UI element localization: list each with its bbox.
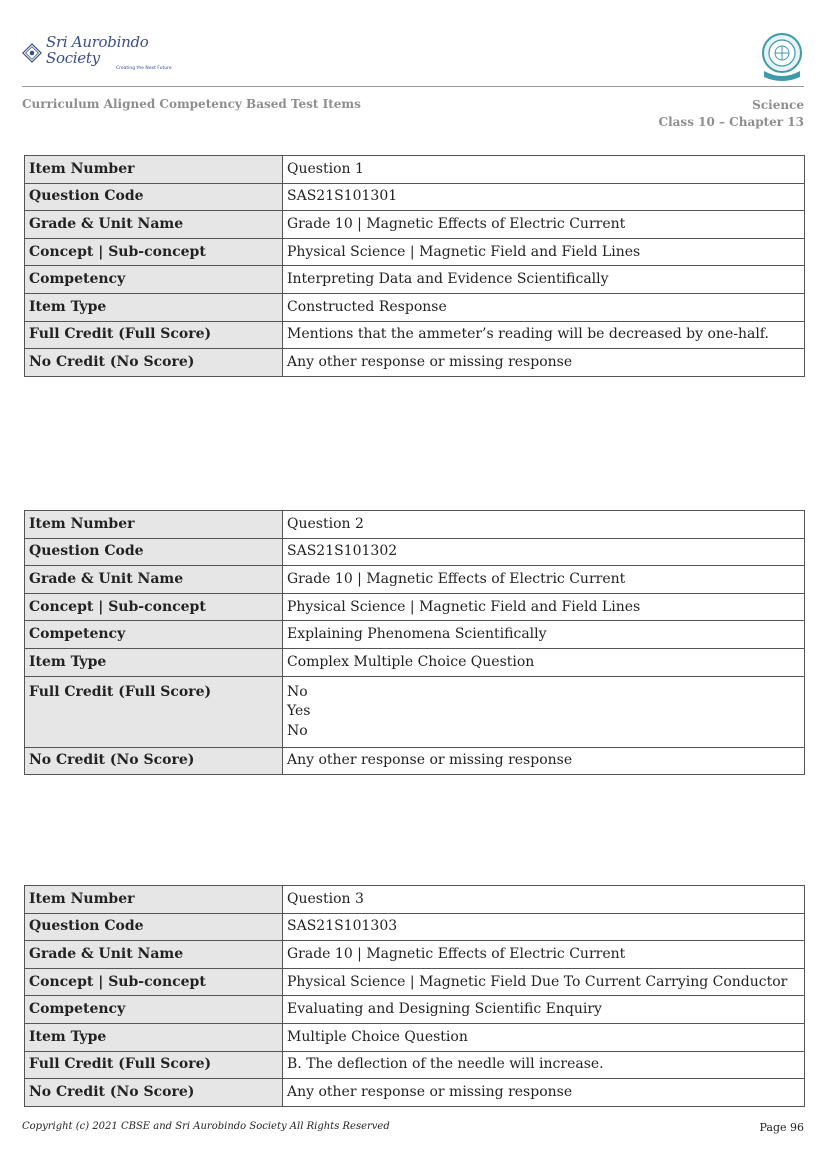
table-row	[25, 996, 805, 1024]
row-label: Item Number	[25, 156, 283, 184]
page-number: Page 96	[759, 1121, 804, 1134]
table-row	[25, 511, 805, 539]
table-row	[25, 941, 805, 969]
row-value: SAS21S101301	[283, 183, 805, 211]
table-row	[25, 321, 805, 349]
row-label: Full Credit (Full Score)	[25, 321, 283, 349]
row-label: Full Credit (Full Score)	[25, 676, 283, 747]
row-label: No Credit (No Score)	[25, 1079, 283, 1107]
row-label: Competency	[25, 621, 283, 649]
table-row	[25, 968, 805, 996]
table-row	[25, 1023, 805, 1051]
row-value: Question 3	[283, 886, 805, 914]
row-value	[283, 676, 805, 747]
subject-info	[659, 97, 804, 131]
row-value: Interpreting Data and Evidence Scientifically	[283, 266, 805, 294]
table-row	[25, 238, 805, 266]
row-label: Concept | Sub-concept	[25, 968, 283, 996]
row-label: Grade & Unit Name	[25, 566, 283, 594]
item-table-1	[24, 155, 805, 377]
table-row	[25, 648, 805, 676]
society-emblem-icon	[22, 42, 42, 64]
row-value: Any other response or missing response	[283, 1079, 805, 1107]
class-chapter-label: Class 10 – Chapter 13	[658, 115, 804, 129]
document-title: Curriculum Aligned Competency Based Test Items	[22, 97, 361, 111]
row-label: Item Type	[25, 648, 283, 676]
row-label: Question Code	[25, 183, 283, 211]
row-label: Concept | Sub-concept	[25, 238, 283, 266]
org-name: Sri Aurobindo Society	[45, 33, 149, 67]
answer-line: No	[287, 683, 308, 700]
item-table-2	[24, 510, 805, 775]
row-value: Complex Multiple Choice Question	[283, 648, 805, 676]
row-value: Explaining Phenomena Scientifically	[283, 621, 805, 649]
row-value: Grade 10 | Magnetic Effects of Electric Current	[283, 566, 805, 594]
row-label: Question Code	[25, 913, 283, 941]
row-value: Grade 10 | Magnetic Effects of Electric Current	[283, 211, 805, 239]
table-row	[25, 913, 805, 941]
row-value: SAS21S101303	[283, 913, 805, 941]
row-value: Multiple Choice Question	[283, 1023, 805, 1051]
table-row	[25, 676, 805, 747]
header-divider	[22, 86, 804, 87]
row-label: Grade & Unit Name	[25, 941, 283, 969]
cbse-seal-icon	[760, 33, 804, 83]
table-row	[25, 266, 805, 294]
table-row	[25, 593, 805, 621]
row-value: Mentions that the ammeter’s reading will be decreased by one-half.	[283, 321, 805, 349]
item-table-3	[24, 885, 805, 1107]
answer-line: No	[287, 722, 308, 739]
table-row	[25, 211, 805, 239]
row-value: Any other response or missing response	[283, 747, 805, 775]
row-value: Evaluating and Designing Scientific Enquiry	[283, 996, 805, 1024]
row-label: No Credit (No Score)	[25, 349, 283, 377]
row-label: Competency	[25, 266, 283, 294]
row-value: Physical Science | Magnetic Field and Field Lines	[283, 238, 805, 266]
row-value: SAS21S101302	[283, 538, 805, 566]
row-label: Item Number	[25, 886, 283, 914]
row-label: Item Type	[25, 1023, 283, 1051]
row-label: Grade & Unit Name	[25, 211, 283, 239]
answer-line: Yes	[287, 703, 311, 720]
table-row	[25, 1051, 805, 1079]
table-row	[25, 293, 805, 321]
row-label: Competency	[25, 996, 283, 1024]
copyright-notice: Copyright (c) 2021 CBSE and Sri Aurobindo Society All Rights Reserved	[22, 1121, 390, 1132]
table-row	[25, 566, 805, 594]
row-value: Question 2	[283, 511, 805, 539]
row-value: Constructed Response	[283, 293, 805, 321]
row-value: Physical Science | Magnetic Field Due To Current Carrying Conductor	[283, 968, 805, 996]
row-label: Full Credit (Full Score)	[25, 1051, 283, 1079]
table-row	[25, 349, 805, 377]
row-label: Item Number	[25, 511, 283, 539]
sri-aurobindo-society-logo	[22, 33, 192, 71]
row-value: Question 1	[283, 156, 805, 184]
table-row	[25, 621, 805, 649]
row-value: Any other response or missing response	[283, 349, 805, 377]
row-value: Grade 10 | Magnetic Effects of Electric Current	[283, 941, 805, 969]
org-tagline: Creating the Next Future	[115, 66, 172, 71]
table-row	[25, 1079, 805, 1107]
table-row	[25, 538, 805, 566]
row-label: Item Type	[25, 293, 283, 321]
row-label: No Credit (No Score)	[25, 747, 283, 775]
table-row	[25, 183, 805, 211]
row-label: Concept | Sub-concept	[25, 593, 283, 621]
row-label: Question Code	[25, 538, 283, 566]
table-row	[25, 747, 805, 775]
row-value: B. The deflection of the needle will increase.	[283, 1051, 805, 1079]
table-row	[25, 886, 805, 914]
row-value: Physical Science | Magnetic Field and Field Lines	[283, 593, 805, 621]
table-row	[25, 156, 805, 184]
subject-label: Science	[752, 98, 804, 112]
